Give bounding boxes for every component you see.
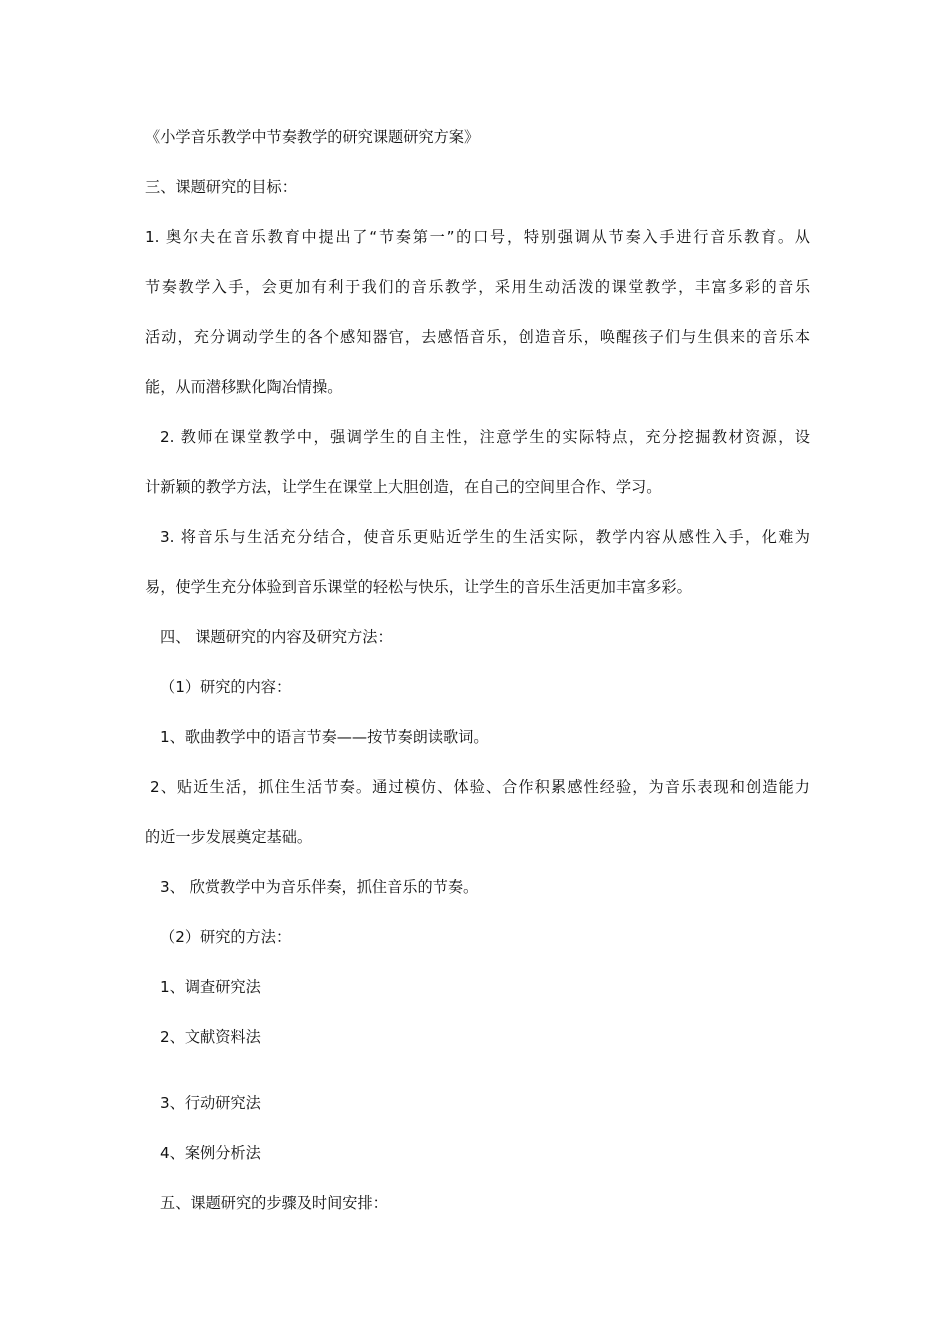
method-item-3: 3、行动研究法: [160, 1094, 261, 1112]
goal-1-line-4: 能，从而潜移默化陶冶情操。: [145, 378, 343, 396]
method-item-1: 1、调查研究法: [160, 978, 261, 996]
section-4-heading: 四、 课题研究的内容及研究方法：: [160, 628, 393, 646]
goal-1-line-2: 节奏教学入手，会更加有利于我们的音乐教学，采用生动活泼的课堂教学，丰富多彩的音乐: [145, 278, 810, 296]
content-heading: （1）研究的内容：: [160, 678, 292, 696]
goal-2-line-1: 2. 教师在课堂教学中，强调学生的自主性，注意学生的实际特点，充分挖掘教材资源，设: [160, 428, 810, 446]
goal-1-line-1: 1. 奥尔夫在音乐教育中提出了“节奏第一”的口号，特别强调从节奏入手进行音乐教育。从: [145, 228, 810, 246]
section-3-heading: 三、课题研究的目标：: [145, 178, 297, 196]
goal-3-line-2: 易，使学生充分体验到音乐课堂的轻松与快乐，让学生的音乐生活更加丰富多彩。: [145, 578, 692, 596]
goal-2-line-2: 计新颖的教学方法，让学生在课堂上大胆创造，在自己的空间里合作、学习。: [145, 478, 662, 496]
method-item-2: 2、文献资料法: [160, 1028, 261, 1046]
content-item-2-line-2: 的近一步发展奠定基础。: [145, 828, 313, 846]
method-heading: （2）研究的方法：: [160, 928, 292, 946]
goal-1-line-3: 活动，充分调动学生的各个感知器官，去感悟音乐，创造音乐，唤醒孩子们与生俱来的音乐本: [145, 328, 810, 346]
document-title: 《小学音乐教学中节奏教学的研究课题研究方案》: [145, 128, 480, 146]
goal-3-line-1: 3. 将音乐与生活充分结合，使音乐更贴近学生的生活实际，教学内容从感性入手，化难为: [160, 528, 810, 546]
content-item-1: 1、歌曲教学中的语言节奏——按节奏朗读歌词。: [160, 728, 489, 746]
content-item-3: 3、 欣赏教学中为音乐伴奏，抓住音乐的节奏。: [160, 878, 479, 896]
content-item-2-line-1: 2、贴近生活，抓住生活节奏。通过模仿、体验、合作积累感性经验，为音乐表现和创造能力: [150, 778, 810, 796]
section-5-heading: 五、课题研究的步骤及时间安排：: [160, 1194, 388, 1212]
method-item-4: 4、案例分析法: [160, 1144, 261, 1162]
